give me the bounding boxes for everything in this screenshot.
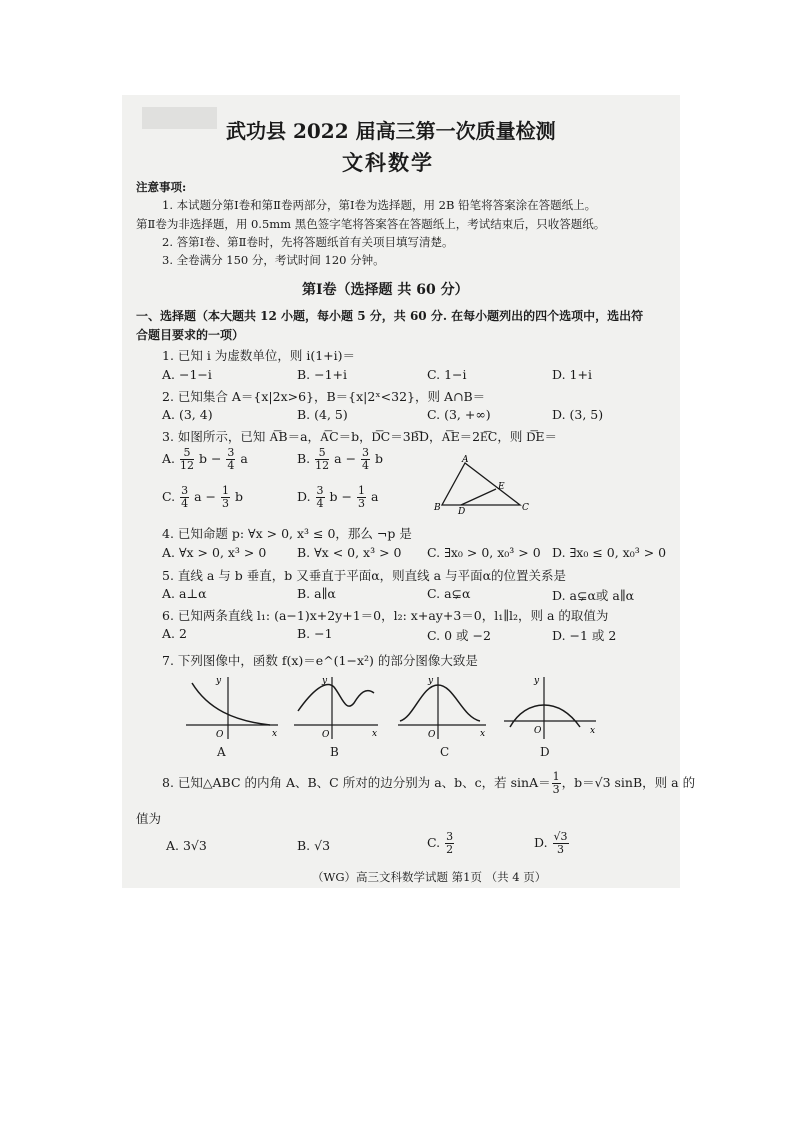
q6-option-d: D. −1 或 2 (552, 628, 617, 643)
y-label: y (322, 676, 328, 686)
term: b (375, 451, 384, 466)
numerator: 3 (362, 446, 370, 459)
numerator: 3 (316, 484, 324, 497)
term: b − (198, 451, 222, 466)
denominator: 3 (557, 843, 565, 856)
denominator: 12 (180, 459, 194, 472)
y-label: y (428, 676, 434, 686)
q2-option-c: C. (3, +∞) (427, 407, 491, 422)
q4-option-c: C. ∃x₀ > 0, x₀³ > 0 (427, 545, 541, 560)
curve (510, 705, 580, 727)
q8-stem-cont: 值为 (136, 811, 162, 826)
fraction (361, 447, 370, 472)
denominator: 3 (221, 497, 229, 510)
term: b − (329, 489, 352, 504)
triangle-abc (442, 463, 520, 505)
q7-graph-b-label: B (330, 745, 339, 759)
term: a − (194, 489, 216, 504)
q6-stem: 6. 已知两条直线 l₁: (a−1)x+2y+1＝0，l₂: x+ay+3＝0，l₁∥l₂，则 a 的取值为 (162, 608, 609, 623)
y-label: y (216, 676, 222, 686)
numerator: 1 (552, 770, 560, 783)
denominator: 4 (316, 497, 324, 510)
q8-stem-post: ，b＝√3 sinB，则 a 的 (561, 775, 696, 790)
x-label: x (480, 729, 486, 739)
q2-option-b: B. (4, 5) (297, 407, 348, 422)
fraction (357, 485, 366, 510)
notice-item-1: 1. 本试题分第Ⅰ卷和第Ⅱ卷两部分，第Ⅰ卷为选择题，用 2B 铅笔将答案涂在答题纸上。 (162, 198, 597, 212)
q4-option-a: A. ∀x > 0, x³ > 0 (162, 545, 267, 560)
origin-label: O (322, 730, 330, 740)
numerator: 5 (180, 447, 194, 460)
q4-option-d: D. ∃x₀ ≤ 0, x₀³ > 0 (552, 545, 667, 560)
q1-option-c: C. 1−i (427, 367, 467, 382)
denominator: 4 (362, 459, 370, 472)
x-label: x (272, 729, 278, 739)
q4-option-b: B. ∀x < 0, x³ > 0 (297, 545, 402, 560)
q6-option-c: C. 0 或 −2 (427, 628, 491, 643)
q7-graph-a-label: A (217, 745, 226, 759)
q4-stem: 4. 已知命题 p: ∀x > 0, x³ ≤ 0，那么 ¬p 是 (162, 526, 412, 541)
denominator: 4 (181, 497, 189, 510)
origin-label: O (428, 730, 436, 740)
q1-stem: 1. 已知 i 为虚数单位，则 i(1+i)＝ (162, 348, 355, 363)
q8-option-a: A. 3√3 (166, 838, 207, 853)
q8-option-b: B. √3 (297, 838, 331, 853)
scan-smudge (142, 107, 217, 129)
term: a (370, 489, 379, 504)
part1-heading: 第Ⅰ卷（选择题 共 60 分） (302, 282, 469, 298)
option-letter: C. (427, 835, 441, 850)
q2-stem: 2. 已知集合 A＝{x|2x>6}，B＝{x|2ˣ<32}，则 A∩B＝ (162, 389, 486, 404)
notice-heading: 注意事项: (136, 180, 187, 194)
q6-option-a: A. 2 (162, 626, 187, 641)
q7-graph-d (500, 673, 600, 743)
q2-option-a: A. (3, 4) (162, 407, 213, 422)
q8-option-d (534, 831, 570, 856)
page-footer: （WG）高三文科数学试题 第1页 （共 4 页） (312, 870, 547, 884)
segment-de (461, 489, 496, 505)
q3-triangle-figure (430, 455, 540, 515)
q1-option-a: A. −1−i (162, 367, 212, 382)
origin-label: O (534, 726, 542, 736)
label-e: E (498, 482, 505, 492)
notice-item-3: 3. 全卷满分 150 分，考试时间 120 分钟。 (162, 253, 385, 267)
numerator: 5 (315, 447, 329, 460)
curve (400, 685, 480, 721)
fraction (180, 485, 189, 510)
label-a: A (462, 455, 469, 465)
q2-option-d: D. (3, 5) (552, 407, 604, 422)
term: b (234, 489, 243, 504)
q5-option-d: D. a⊊α或 a∥α (552, 588, 635, 603)
x-label: x (590, 726, 596, 736)
option-letter: D. (297, 489, 311, 504)
q7-graph-b (292, 673, 382, 743)
q7-stem: 7. 下列图像中，函数 f(x)＝e^(1−x²) 的部分图像大致是 (162, 653, 478, 668)
q3-stem: 3. 如图所示，已知 A͞B＝a，A͞C＝b，D͞C＝3B͞D，A͞E＝2E͞C，则 D͞E＝ (162, 429, 557, 444)
label-b: B (434, 503, 441, 513)
q6-option-b: B. −1 (297, 626, 333, 641)
q3-option-a (162, 447, 248, 472)
term: a − (334, 451, 357, 466)
q5-option-b: B. a∥α (297, 586, 336, 601)
numerator: 3 (181, 484, 189, 497)
notice-item-1-cont: 第Ⅱ卷为非选择题，用 0.5mm 黑色签字笔将答案答在答题纸上，考试结束后，只收答题纸。 (136, 217, 606, 231)
y-label: y (534, 676, 540, 686)
numerator: 1 (221, 484, 229, 497)
q8-stem-pre: 8. 已知△ABC 的内角 A、B、C 所对的边分别为 a、b、c，若 sinA＝ (162, 775, 551, 790)
q8-option-c (427, 831, 455, 856)
option-letter: B. (297, 451, 311, 466)
label-c: C (522, 503, 529, 513)
x-label: x (372, 729, 378, 739)
numerator: 1 (357, 484, 365, 497)
denominator: 12 (315, 459, 330, 472)
fraction (316, 485, 325, 510)
fraction (445, 831, 454, 856)
exam-page (122, 95, 696, 888)
fraction (552, 771, 561, 796)
q7-graph-d-label: D (540, 745, 550, 759)
q8-stem (162, 771, 695, 796)
origin-label: O (216, 730, 224, 740)
numerator: 3 (227, 446, 235, 459)
exam-title: 武功县 2022 届高三第一次质量检测 (226, 119, 556, 143)
notice-item-2: 2. 答第Ⅰ卷、第Ⅱ卷时，先将答题纸首有关项目填写清楚。 (162, 235, 454, 249)
q5-option-c: C. a⊊α (427, 586, 471, 601)
fraction (180, 447, 194, 472)
label-d: D (458, 507, 466, 517)
fraction (226, 447, 235, 472)
exam-subtitle: 文科数学 (342, 150, 434, 175)
option-letter: C. (162, 489, 176, 504)
curve (298, 684, 374, 711)
numerator: 3 (446, 830, 454, 843)
part1-intro-cont: 合题目要求的一项） (136, 328, 245, 342)
q3-option-d (297, 485, 378, 510)
option-letter: A. (162, 451, 176, 466)
numerator: √3 (553, 830, 568, 843)
denominator: 3 (357, 497, 365, 510)
fraction (553, 831, 569, 856)
q5-option-a: A. a⊥α (162, 586, 207, 601)
denominator: 4 (227, 459, 235, 472)
q7-graph-c-label: C (440, 745, 450, 759)
q3-option-c (162, 485, 243, 510)
q3-option-b (297, 447, 383, 472)
part1-intro: 一、选择题（本大题共 12 小题，每小题 5 分，共 60 分. 在每小题列出的四个选项中，选出符 (136, 309, 644, 323)
denominator: 2 (446, 843, 454, 856)
denominator: 3 (552, 783, 560, 796)
option-letter: D. (534, 835, 548, 850)
q1-option-b: B. −1+i (297, 367, 348, 382)
curve (192, 683, 270, 725)
term: a (240, 451, 248, 466)
fraction (315, 447, 329, 472)
fraction (221, 485, 230, 510)
q7-graph-a (182, 673, 282, 743)
q5-stem: 5. 直线 a 与 b 垂直，b 又垂直于平面α，则直线 a 与平面α的位置关系是 (162, 568, 567, 583)
q7-graph-c (394, 673, 490, 743)
q1-option-d: D. 1+i (552, 367, 592, 382)
